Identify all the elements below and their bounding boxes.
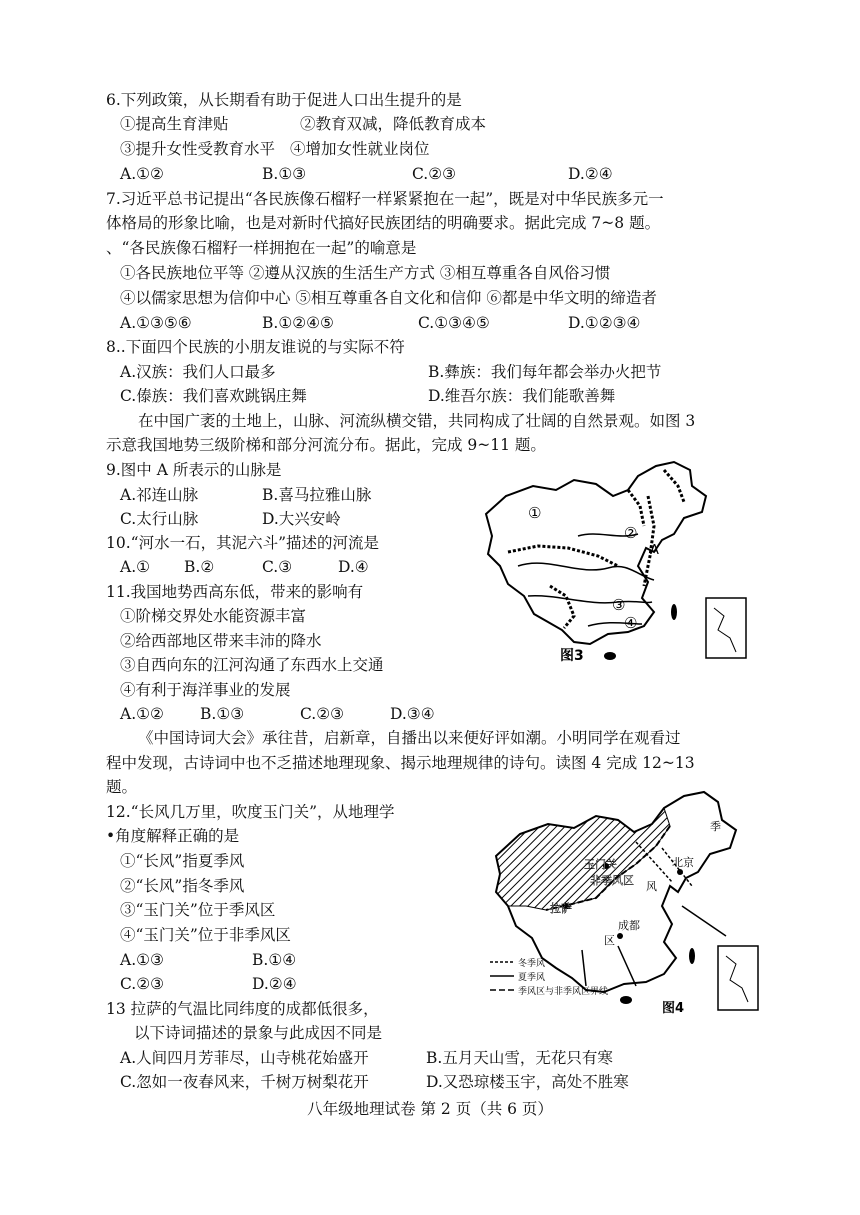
q12-stem-line-2: •角度解释正确的是 [106,827,240,845]
q8-stem: 8..下面四个民族的小朋友谁说的与实际不符 [106,338,405,356]
q6-option-b: B.①③ [262,165,307,183]
q6-stem: 6.下列政策，从长期看有助于促进人口出生提升的是 [106,91,462,109]
q12-option-c: C.②③ [120,975,165,993]
q7-option-b: B.①②④⑤ [262,314,334,332]
q13-option-a: A.人间四月芳菲尽，山寺桃花始盛开 [120,1049,369,1067]
q10-stem: 10.“河水一石，其泥六斗”描述的河流是 [106,534,379,552]
q11-statement-1: ①阶梯交界处水能资源丰富 [120,607,307,625]
intro-9-line-1: 在中国广袤的土地上，山脉、河流纵横交错，共同构成了壮阔的自然景观。如图 3 [138,412,696,430]
q12-statement-3: ③“玉门关”位于季风区 [120,901,276,919]
q12-option-a: A.①③ [120,951,164,969]
q10-option-d: D.④ [338,558,369,576]
q9-option-c: C.太行山脉 [120,510,199,528]
q12-statement-2: ②“长风”指冬季风 [120,877,245,895]
q9-stem: 9.图中 A 所表示的山脉是 [106,461,282,479]
q11-option-d: D.③④ [390,705,435,723]
q9-option-d: D.大兴安岭 [262,510,341,528]
q13-option-c: C.忽如一夜春风来，千树万树梨花开 [120,1073,369,1091]
q13-option-d: D.又恐琼楼玉宇，高处不胜寒 [426,1073,629,1091]
q6-option-d: D.②④ [568,165,613,183]
q11-statement-2: ②给西部地区带来丰沛的降水 [120,632,322,650]
q11-option-c: C.②③ [300,705,345,723]
q7-option-a: A.①③⑤⑥ [120,314,192,332]
intro-12-line-3: 题。 [106,778,138,796]
q11-stem: 11.我国地势西高东低，带来的影响有 [106,583,364,601]
q7-stem-line-3: 、“各民族像石榴籽一样拥抱在一起”的喻意是 [106,239,417,257]
map3-marker-3: ③ [612,596,626,614]
q8-option-a: A.汉族：我们人口最多 [120,363,276,381]
map3-marker-a: A [650,543,659,558]
page-footer: 八年级地理试卷 第 2 页（共 6 页） [307,1100,553,1118]
q7-statements-1: ①各民族地位平等 ②遵从汉族的生活生产方式 ③相互尊重各自风俗习惯 [120,264,611,282]
q8-option-c: C.傣族：我们喜欢跳锅庄舞 [120,387,307,405]
map4-label-yumen: 玉门关 [584,858,617,871]
q7-stem-line-1: 7.习近平总书记提出“各民族像石榴籽一样紧紧抱在一起”，既是对中华民族多元一 [106,190,664,208]
map4-caption: 图4 [662,1001,685,1016]
q10-option-b: B.② [184,558,215,576]
intro-12-line-2: 程中发现，古诗词中也不乏描述地理现象、揭示地理规律的诗句。读图 4 完成 12~13 [106,754,695,772]
q6-statement-4: ④增加女性就业岗位 [290,140,430,158]
q11-statement-3: ③自西向东的江河沟通了东西水上交通 [120,656,384,674]
q6-option-a: A.①② [120,165,164,183]
map4-label-chengdu: 成都 [618,919,640,932]
q13-option-b: B.五月天山雪，无花只有寒 [426,1049,613,1067]
q7-option-c: C.①③④⑤ [418,314,490,332]
q11-option-b: B.①③ [200,705,245,723]
map3-caption: 图3 [560,648,584,664]
map3-marker-2: ② [624,524,638,542]
q12-statement-4: ④“玉门关”位于非季风区 [120,926,291,944]
q9-option-a: A.祁连山脉 [120,486,199,504]
q6-statement-2: ②教育双减，降低教育成本 [300,115,487,133]
map4-label-feng: 风 [646,880,657,893]
map4-label-beijing: 北京 [672,856,694,869]
q12-option-d: D.②④ [252,975,297,993]
q12-option-b: B.①④ [252,951,297,969]
q10-option-a: A.① [120,558,151,576]
map3-marker-4: ④ [624,614,638,632]
q7-statements-2: ④以儒家思想为信仰中心 ⑤相互尊重各自文化和信仰 ⑥都是中华文明的缔造者 [120,289,657,307]
q11-statement-4: ④有利于海洋事业的发展 [120,681,291,699]
map4-legend-winter: 冬季风 [518,959,546,969]
intro-12-line-1: 《中国诗词大会》承往昔，启新章，自播出以来便好评如潮。小明同学在观看过 [138,729,681,747]
intro-9-line-2: 示意我国地势三级阶梯和部分河流分布。据此，完成 9~11 题。 [106,436,546,454]
map4-legend-boundary: 季风区与非季风区界线 [518,987,609,997]
q11-option-a: A.①② [120,705,164,723]
map4-label-ji: 季 [710,820,721,833]
q8-option-b: B.彝族：我们每年都会举办火把节 [428,363,662,381]
map4-label-lhasa: 拉萨 [550,902,572,915]
q13-stem-line-1: 13 拉萨的气温比同纬度的成都低很多， [106,1000,379,1018]
q9-option-b: B.喜马拉雅山脉 [262,486,372,504]
q12-statement-1: ①“长风”指夏季风 [120,852,245,870]
q12-stem-line-1: 12.“长风几万里，吹度玉门关”，从地理学 [106,803,395,821]
q13-stem-line-2: 以下诗词描述的景象与此成因不同是 [134,1024,383,1042]
map4-label-qu: 区 [604,934,615,947]
map4-label-nonmonsoon: 非季风区 [590,874,634,887]
q7-option-d: D.①②③④ [568,314,641,332]
map3-marker-1: ① [528,504,542,522]
q8-option-d: D.维吾尔族：我们能歌善舞 [428,387,616,405]
map4-legend-summer: 夏季风 [518,973,546,983]
map-figure-4 [486,786,766,1022]
q6-statement-3: ③提升女性受教育水平 [120,140,276,158]
map-figure-3 [478,456,760,668]
q6-option-c: C.②③ [412,165,457,183]
q10-option-c: C.③ [262,558,293,576]
q6-statement-1: ①提高生育津贴 [120,115,229,133]
q7-stem-line-2: 体格局的形象比喻，也是对新时代搞好民族团结的明确要求。据此完成 7~8 题。 [106,214,661,232]
